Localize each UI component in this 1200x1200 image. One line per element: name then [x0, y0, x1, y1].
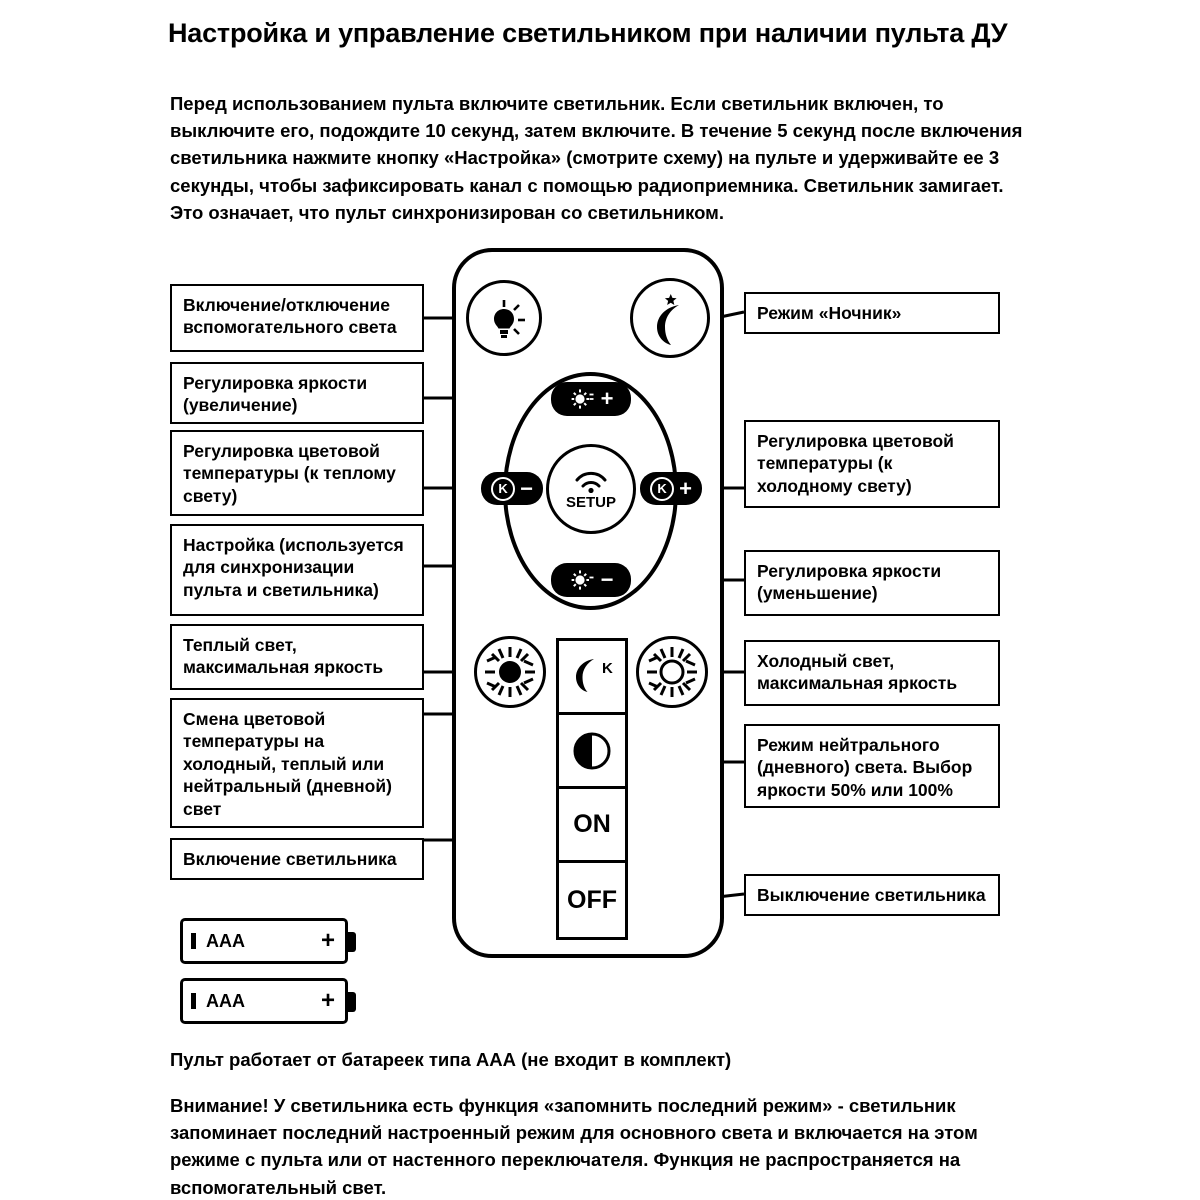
intro-paragraph: Перед использованием пульта включите светильник. Если светильник включен, то выключите его, подождите 10 секунд, затем включите. В течение 5 секунд после включения светильника нажмите кнопку «Настройка» (смотрите схему) на пульте и удерживайте ее 3 секунды, чтобы зафиксировать канал с помощью радиоприемника. Светильник замигает. Это означает, что пульт синхронизирован со светильником.: [170, 93, 1023, 223]
battery-cap: [345, 992, 356, 1012]
callout-temp-switch: [170, 698, 424, 828]
callout-power-on: [170, 838, 424, 880]
sun-icon: [569, 567, 595, 593]
wifi-icon: [571, 467, 611, 493]
brightness-up-label: +: [600, 386, 614, 411]
callout-temp-cold-text: Регулировка цветовой температуры (к холодному свету): [757, 431, 954, 496]
battery-note: Пульт работает от батареек типа ААА (не входит в комплект): [170, 1049, 732, 1070]
callout-warm-max-text: Теплый свет, максимальная яркость: [183, 635, 384, 678]
callout-night-mode: [744, 292, 1000, 334]
key-column: [556, 638, 628, 940]
battery-label: AAA: [206, 990, 245, 1011]
battery-minus-terminal: [191, 993, 196, 1009]
battery-item: [180, 918, 348, 964]
callout-neutral-mode-text: Режим нейтрального (дневного) света. Выбор яркости 50% или 100%: [757, 735, 973, 800]
moon-star-icon: [633, 281, 707, 355]
kelvin-minus-button[interactable]: [481, 472, 543, 505]
power-off-label: OFF: [567, 885, 617, 914]
warm-max-button[interactable]: [474, 636, 546, 708]
svg-text:K: K: [602, 659, 613, 677]
callout-temp-switch-text: Смена цветовой температуры на холодный, теплый или нейтральный (дневной) свет: [183, 709, 392, 819]
bulb-icon: [469, 283, 539, 353]
callout-setup-text: Настройка (используется для синхронизации пульта и светильника): [183, 535, 404, 600]
callout-setup: [170, 524, 424, 616]
power-off-button[interactable]: [559, 863, 625, 937]
battery-plus-label: +: [320, 927, 335, 954]
kelvin-minus-label: −: [520, 475, 533, 501]
kelvin-letter-plus: K: [650, 477, 674, 501]
brightness-up-button[interactable]: [551, 382, 631, 416]
power-on-button[interactable]: [559, 789, 625, 863]
battery-item: [180, 978, 348, 1024]
callout-temp-warm: [170, 430, 424, 516]
callout-power-off-text: Выключение светильника: [757, 885, 986, 905]
battery-minus-terminal: [191, 933, 196, 949]
callout-brightness-down-text: Регулировка яркости (уменьшение): [757, 561, 942, 604]
moon-kelvin-icon: [564, 652, 620, 702]
sun-filled-icon: [477, 639, 543, 705]
brightness-down-label: −: [600, 567, 614, 592]
kelvin-letter-minus: K: [491, 477, 515, 501]
temp-switch-button[interactable]: [559, 641, 625, 715]
sun-icon: [569, 386, 595, 412]
half-circle-icon: [569, 728, 615, 774]
cold-max-button[interactable]: [636, 636, 708, 708]
kelvin-plus-label: +: [679, 475, 692, 501]
page-title: Настройка и управление светильником при наличии пульта ДУ: [168, 18, 1008, 48]
night-mode-button[interactable]: [630, 278, 710, 358]
callout-power-on-text: Включение светильника: [183, 849, 397, 869]
callout-temp-cold: [744, 420, 1000, 508]
sun-outline-icon: [639, 639, 705, 705]
callout-aux-light: [170, 284, 424, 352]
kelvin-plus-button[interactable]: [640, 472, 702, 505]
callout-power-off: [744, 874, 1000, 916]
power-on-label: ON: [573, 810, 611, 838]
setup-button[interactable]: [546, 444, 636, 534]
battery-cap: [345, 932, 356, 952]
battery-plus-label: +: [320, 987, 335, 1014]
neutral-mode-button[interactable]: [559, 715, 625, 789]
callout-brightness-down: [744, 550, 1000, 616]
callout-neutral-mode: [744, 724, 1000, 808]
setup-label: SETUP: [565, 494, 616, 511]
aux-light-button[interactable]: [466, 280, 542, 356]
brightness-down-button[interactable]: [551, 563, 631, 597]
callout-brightness-up: [170, 362, 424, 424]
callout-temp-warm-text: Регулировка цветовой температуры (к теплому свету): [183, 441, 396, 506]
callout-warm-max: [170, 624, 424, 690]
callout-night-mode-text: Режим «Ночник»: [757, 303, 902, 323]
callout-cold-max-text: Холодный свет, максимальная яркость: [757, 651, 958, 694]
callout-brightness-up-text: Регулировка яркости (увеличение): [183, 373, 368, 416]
battery-label: AAA: [206, 930, 245, 951]
warning-note: Внимание! У светильника есть функция «запомнить последний режим» - светильник запоминает последний настроенный режим для основного света и включается на этом режиме с пульта или от настенного переключателя. Функция не распространяется на вспомогательный свет.: [170, 1095, 978, 1198]
callout-cold-max: [744, 640, 1000, 706]
callout-aux-light-text: Включение/отключение вспомогательного света: [183, 295, 397, 338]
